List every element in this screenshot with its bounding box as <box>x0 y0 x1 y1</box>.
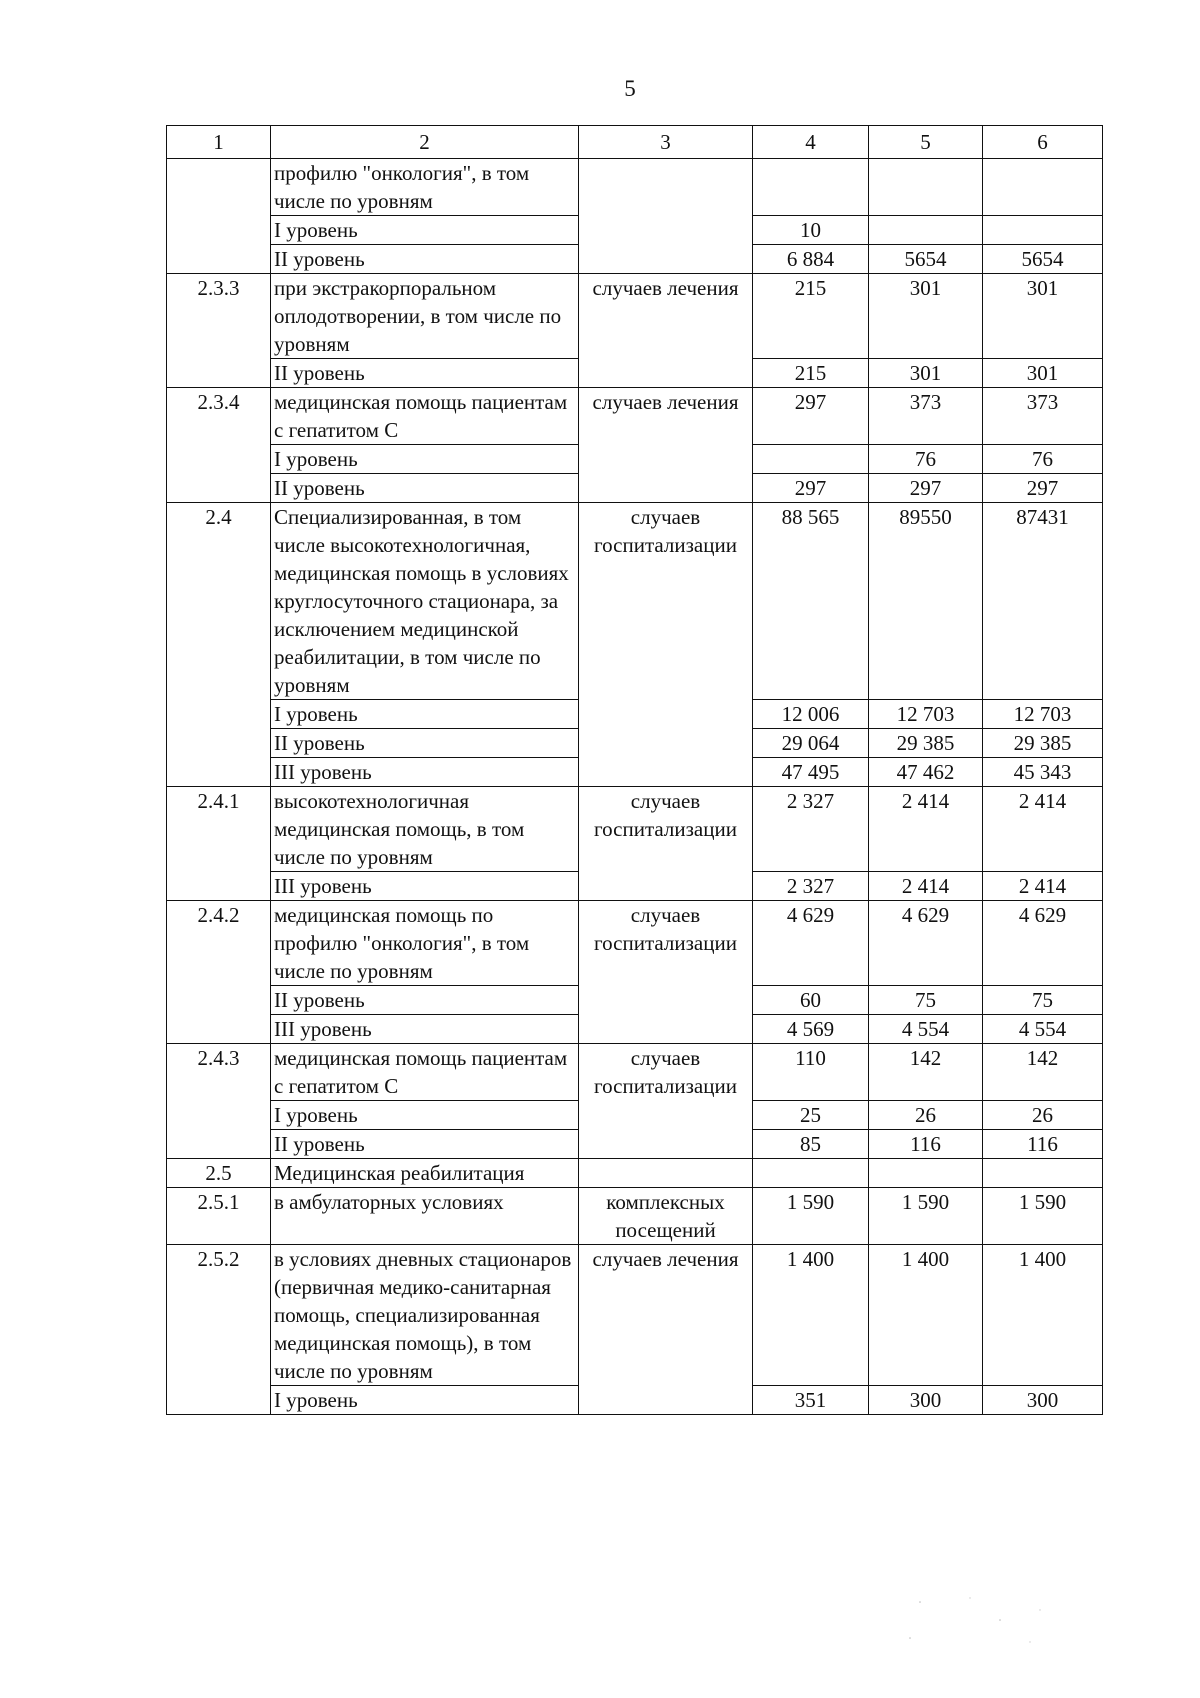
value-col-6: 116 <box>983 1130 1103 1159</box>
value-col-6: 301 <box>983 359 1103 388</box>
value-col-5: 26 <box>869 1101 983 1130</box>
row-number: 2.5 <box>167 1159 271 1188</box>
value-col-5: 4 554 <box>869 1015 983 1044</box>
data-table <box>166 125 1103 1415</box>
value-col-6: 373 <box>983 388 1103 445</box>
row-label: I уровень <box>271 1101 579 1130</box>
value-col-5: 142 <box>869 1044 983 1101</box>
header-col-6: 6 <box>983 126 1103 159</box>
row-label: II уровень <box>271 986 579 1015</box>
row-label: III уровень <box>271 758 579 787</box>
value-col-6 <box>983 216 1103 245</box>
unit-cell: случаев лечения <box>579 1245 753 1415</box>
value-col-5: 2 414 <box>869 787 983 872</box>
value-col-5: 297 <box>869 474 983 503</box>
value-col-6 <box>983 159 1103 216</box>
value-col-6: 2 414 <box>983 872 1103 901</box>
value-col-6: 45 343 <box>983 758 1103 787</box>
value-col-5: 12 703 <box>869 700 983 729</box>
value-col-5: 75 <box>869 986 983 1015</box>
value-col-5 <box>869 216 983 245</box>
value-col-6: 297 <box>983 474 1103 503</box>
value-col-4: 6 884 <box>753 245 869 274</box>
value-col-5 <box>869 159 983 216</box>
value-col-6: 1 590 <box>983 1188 1103 1245</box>
value-col-4: 85 <box>753 1130 869 1159</box>
value-col-4 <box>753 445 869 474</box>
row-number: 2.4.2 <box>167 901 271 1044</box>
row-number: 2.4.1 <box>167 787 271 901</box>
row-label: Медицинская реабилитация <box>271 1159 579 1188</box>
value-col-5: 29 385 <box>869 729 983 758</box>
value-col-5 <box>869 1159 983 1188</box>
value-col-6: 300 <box>983 1386 1103 1415</box>
value-col-6: 75 <box>983 986 1103 1015</box>
row-label: I уровень <box>271 216 579 245</box>
row-label: в условиях дневных стационаров (первичная медико-санитарная помощь, специализированная медицинская помощь), в том числе по уровням <box>271 1245 579 1386</box>
value-col-6 <box>983 1159 1103 1188</box>
unit-cell: случаев госпитализации <box>579 787 753 901</box>
value-col-5: 76 <box>869 445 983 474</box>
value-col-5: 5654 <box>869 245 983 274</box>
table-row <box>167 901 1103 986</box>
value-col-6: 4 554 <box>983 1015 1103 1044</box>
value-col-5: 301 <box>869 274 983 359</box>
value-col-4: 215 <box>753 274 869 359</box>
value-col-4: 47 495 <box>753 758 869 787</box>
value-col-5: 300 <box>869 1386 983 1415</box>
value-col-4: 4 629 <box>753 901 869 986</box>
unit-cell: случаев лечения <box>579 388 753 503</box>
table-row <box>167 787 1103 872</box>
value-col-4: 29 064 <box>753 729 869 758</box>
table-row <box>167 1159 1103 1188</box>
row-label: профилю "онкология", в том числе по уровням <box>271 159 579 216</box>
page-number: 5 <box>624 76 636 101</box>
row-label: медицинская помощь пациентам с гепатитом С <box>271 388 579 445</box>
row-label: Специализированная, в том числе высокотехнологичная, медицинская помощь в условиях круглосуточного стационара, за исключением медицинской реабилитации, в том числе по уровням <box>271 503 579 700</box>
value-col-5: 89550 <box>869 503 983 700</box>
value-col-4: 110 <box>753 1044 869 1101</box>
header-col-4: 4 <box>753 126 869 159</box>
value-col-4: 1 590 <box>753 1188 869 1245</box>
value-col-6: 29 385 <box>983 729 1103 758</box>
row-label: при экстракорпоральном оплодотворении, в том числе по уровням <box>271 274 579 359</box>
value-col-5: 116 <box>869 1130 983 1159</box>
table-row <box>167 274 1103 359</box>
value-col-4: 2 327 <box>753 872 869 901</box>
row-label: медицинская помощь пациентам с гепатитом С <box>271 1044 579 1101</box>
value-col-5: 2 414 <box>869 872 983 901</box>
value-col-6: 5654 <box>983 245 1103 274</box>
unit-cell: случаев госпитализации <box>579 901 753 1044</box>
table-row <box>167 503 1103 700</box>
scan-specks <box>880 1590 1080 1650</box>
value-col-6: 87431 <box>983 503 1103 700</box>
value-col-6: 142 <box>983 1044 1103 1101</box>
row-number: 2.4 <box>167 503 271 787</box>
value-col-5: 47 462 <box>869 758 983 787</box>
value-col-6: 4 629 <box>983 901 1103 986</box>
value-col-5: 373 <box>869 388 983 445</box>
value-col-4: 10 <box>753 216 869 245</box>
row-number <box>167 159 271 274</box>
row-label: II уровень <box>271 474 579 503</box>
value-col-4 <box>753 159 869 216</box>
value-col-4: 1 400 <box>753 1245 869 1386</box>
value-col-6: 2 414 <box>983 787 1103 872</box>
value-col-5: 4 629 <box>869 901 983 986</box>
row-number: 2.4.3 <box>167 1044 271 1159</box>
unit-cell: случаев лечения <box>579 274 753 388</box>
row-label: II уровень <box>271 1130 579 1159</box>
value-col-4: 2 327 <box>753 787 869 872</box>
header-row <box>167 126 1103 159</box>
value-col-4: 297 <box>753 474 869 503</box>
row-label: I уровень <box>271 445 579 474</box>
unit-cell: случаев госпитализации <box>579 1044 753 1159</box>
row-label: II уровень <box>271 729 579 758</box>
row-label: II уровень <box>271 359 579 388</box>
table-row <box>167 1188 1103 1245</box>
value-col-4: 4 569 <box>753 1015 869 1044</box>
row-label: I уровень <box>271 700 579 729</box>
row-number: 2.5.2 <box>167 1245 271 1415</box>
value-col-4: 215 <box>753 359 869 388</box>
value-col-5: 1 590 <box>869 1188 983 1245</box>
row-label: высокотехнологичная медицинская помощь, в том числе по уровням <box>271 787 579 872</box>
row-label: III уровень <box>271 872 579 901</box>
value-col-4: 25 <box>753 1101 869 1130</box>
row-number: 2.3.4 <box>167 388 271 503</box>
header-col-5: 5 <box>869 126 983 159</box>
row-label: медицинская помощь по профилю "онкология", в том числе по уровням <box>271 901 579 986</box>
value-col-4: 351 <box>753 1386 869 1415</box>
value-col-6: 301 <box>983 274 1103 359</box>
table-row <box>167 1044 1103 1101</box>
row-label: I уровень <box>271 1386 579 1415</box>
value-col-6: 1 400 <box>983 1245 1103 1386</box>
value-col-4: 12 006 <box>753 700 869 729</box>
value-col-5: 1 400 <box>869 1245 983 1386</box>
value-col-4: 297 <box>753 388 869 445</box>
table-row <box>167 388 1103 445</box>
table-row <box>167 1245 1103 1386</box>
unit-cell: случаев госпитализации <box>579 503 753 787</box>
value-col-6: 76 <box>983 445 1103 474</box>
unit-cell <box>579 159 753 274</box>
row-number: 2.5.1 <box>167 1188 271 1245</box>
row-label: II уровень <box>271 245 579 274</box>
value-col-4 <box>753 1159 869 1188</box>
row-label: в амбулаторных условиях <box>271 1188 579 1245</box>
value-col-4: 60 <box>753 986 869 1015</box>
value-col-4: 88 565 <box>753 503 869 700</box>
row-number: 2.3.3 <box>167 274 271 388</box>
value-col-5: 301 <box>869 359 983 388</box>
header-col-2: 2 <box>271 126 579 159</box>
unit-cell: комплексных посещений <box>579 1188 753 1245</box>
value-col-6: 26 <box>983 1101 1103 1130</box>
header-col-3: 3 <box>579 126 753 159</box>
row-label: III уровень <box>271 1015 579 1044</box>
value-col-6: 12 703 <box>983 700 1103 729</box>
table-row <box>167 159 1103 216</box>
header-col-1: 1 <box>167 126 271 159</box>
unit-cell <box>579 1159 753 1188</box>
